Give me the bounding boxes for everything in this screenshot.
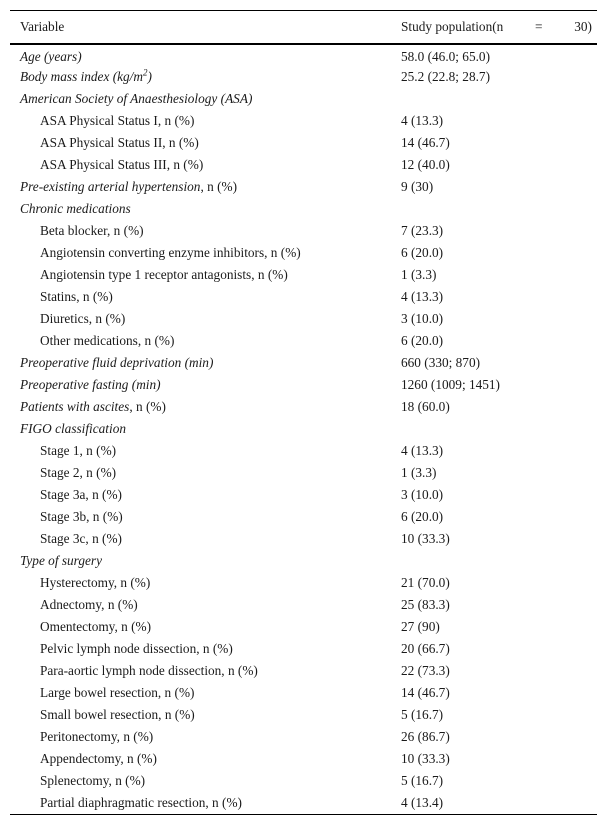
table-row [10, 418, 597, 440]
table-row [10, 242, 597, 264]
row-sub-label [10, 330, 401, 352]
table-header-row [10, 11, 597, 45]
row-value: 1 (3.3) [401, 465, 437, 480]
row-label-text: Splenectomy, n (%) [40, 773, 146, 788]
row-sub-label [10, 220, 401, 242]
row-category-label [10, 44, 401, 66]
row-sub-label [10, 264, 401, 286]
row-label-italic: Type of surgery [20, 553, 102, 568]
table-row [10, 506, 597, 528]
table-row [10, 792, 597, 814]
row-label-text: Angiotensin converting enzyme inhibitors, n (%) [40, 245, 301, 260]
table-row [10, 770, 597, 792]
row-label-text: Peritonectomy, n (%) [40, 729, 154, 744]
row-value: 10 (33.3) [401, 531, 450, 546]
row-value: 3 (10.0) [401, 311, 444, 326]
table-row [10, 550, 597, 572]
row-label-rest: , n (%) [129, 399, 166, 414]
row-label-text: Statins, n (%) [40, 289, 113, 304]
row-sub-label [10, 506, 401, 528]
row-value: 6 (20.0) [401, 245, 444, 260]
row-value: 6 (20.0) [401, 333, 444, 348]
row-label-italic: Preoperative fluid deprivation (min) [20, 355, 214, 370]
table-row [10, 220, 597, 242]
row-category-label [10, 550, 401, 572]
row-value: 4 (13.3) [401, 443, 444, 458]
table-row [10, 330, 597, 352]
table-row [10, 44, 597, 66]
row-label-text: Diuretics, n (%) [40, 311, 126, 326]
row-sub-label [10, 682, 401, 704]
row-value: 18 (60.0) [401, 399, 450, 414]
header-variable: Variable [20, 19, 65, 34]
row-value: 1 (3.3) [401, 267, 437, 282]
table-row [10, 352, 597, 374]
row-sub-label [10, 726, 401, 748]
table-row [10, 110, 597, 132]
row-category-label [10, 352, 401, 374]
row-category-label [10, 176, 401, 198]
row-label-italic: Preoperative fasting (min) [20, 377, 161, 392]
row-value: 6 (20.0) [401, 509, 444, 524]
row-value: 26 (86.7) [401, 729, 450, 744]
row-label-text: Omentectomy, n (%) [40, 619, 152, 634]
row-sub-label [10, 770, 401, 792]
table-row [10, 484, 597, 506]
row-value: 3 (10.0) [401, 487, 444, 502]
row-label-text: Small bowel resection, n (%) [40, 707, 195, 722]
row-value: 25.2 (22.8; 28.7) [401, 69, 491, 84]
row-value: 22 (73.3) [401, 663, 450, 678]
row-label-text: Stage 3a, n (%) [40, 487, 122, 502]
row-value: 9 (30) [401, 179, 434, 194]
table-row [10, 198, 597, 220]
row-value: 14 (46.7) [401, 135, 450, 150]
row-value: 4 (13.4) [401, 794, 444, 810]
row-category-label [10, 374, 401, 396]
table-row [10, 528, 597, 550]
row-value [401, 88, 597, 110]
row-value: 1260 (1009; 1451) [401, 377, 500, 392]
row-value: 58.0 (46.0; 65.0) [401, 48, 491, 64]
header-equals-sign: = [535, 19, 543, 34]
row-sub-label [10, 572, 401, 594]
table-row [10, 726, 597, 748]
row-value: 5 (16.7) [401, 773, 444, 788]
study-population-table [10, 10, 597, 815]
table-row [10, 374, 597, 396]
row-category-label [10, 198, 401, 220]
row-sub-label [10, 154, 401, 176]
row-category-label [10, 396, 401, 418]
row-label-italic: Pre-existing arterial hypertension [20, 179, 201, 194]
row-sub-label [10, 286, 401, 308]
row-sub-label [10, 242, 401, 264]
row-label-text: Large bowel resection, n (%) [40, 685, 195, 700]
row-label-rest: , n (%) [200, 179, 238, 194]
row-value: 27 (90) [401, 619, 440, 634]
table-body [10, 44, 597, 814]
row-sub-label [10, 528, 401, 550]
row-label-italic: Patients with ascites [20, 399, 130, 414]
row-value: 25 (83.3) [401, 597, 450, 612]
row-value: 20 (66.7) [401, 641, 450, 656]
header-study-population-label: Study population(n [401, 19, 504, 34]
table-row [10, 572, 597, 594]
row-sub-label [10, 748, 401, 770]
table-row [10, 594, 597, 616]
row-label-tail: ) [147, 69, 152, 84]
row-label-italic: American Society of Anaesthesiology (ASA) [20, 91, 253, 106]
row-label-text: Adnectomy, n (%) [40, 597, 138, 612]
row-label-text: ASA Physical Status I, n (%) [40, 113, 195, 128]
row-value [401, 418, 597, 440]
row-label-text: Partial diaphragmatic resection, n (%) [40, 794, 242, 810]
row-value: 10 (33.3) [401, 751, 450, 766]
table-row [10, 616, 597, 638]
row-label-text: Appendectomy, n (%) [40, 751, 157, 766]
row-label-text: ASA Physical Status II, n (%) [40, 135, 199, 150]
row-label-text: Stage 2, n (%) [40, 465, 117, 480]
table-row [10, 638, 597, 660]
row-sub-label [10, 110, 401, 132]
row-sub-label [10, 462, 401, 484]
row-sub-label [10, 484, 401, 506]
row-label-italic: Body mass index (kg/m [20, 69, 143, 84]
row-value: 4 (13.3) [401, 113, 444, 128]
row-category-label [10, 88, 401, 110]
row-value: 4 (13.3) [401, 289, 444, 304]
table-row [10, 704, 597, 726]
table-row [10, 682, 597, 704]
row-sub-label [10, 792, 401, 814]
row-label-text: ASA Physical Status III, n (%) [40, 157, 204, 172]
table-row [10, 66, 597, 88]
table-row [10, 154, 597, 176]
row-label-italic: FIGO classification [20, 421, 126, 436]
row-sub-label [10, 638, 401, 660]
row-sub-label [10, 616, 401, 638]
row-value [401, 198, 597, 220]
row-label-text: Stage 3b, n (%) [40, 509, 123, 524]
row-value: 5 (16.7) [401, 707, 444, 722]
row-value: 660 (330; 870) [401, 355, 481, 370]
table-row [10, 748, 597, 770]
table-row [10, 440, 597, 462]
row-sub-label [10, 704, 401, 726]
row-sub-label [10, 660, 401, 682]
table-row [10, 462, 597, 484]
row-sub-label [10, 308, 401, 330]
row-sub-label [10, 594, 401, 616]
row-label-superscript: 2 [142, 67, 148, 78]
row-label-text: Beta blocker, n (%) [40, 223, 144, 238]
row-label-text: Angiotensin type 1 receptor antagonists, n (%) [40, 267, 288, 282]
table-row [10, 660, 597, 682]
table-row [10, 396, 597, 418]
row-sub-label [10, 440, 401, 462]
table-row [10, 308, 597, 330]
row-value: 14 (46.7) [401, 685, 450, 700]
row-label-text: Stage 1, n (%) [40, 443, 117, 458]
header-n-value: 30) [574, 19, 592, 34]
row-label-text: Other medications, n (%) [40, 333, 175, 348]
header-study-population [401, 11, 597, 45]
table-row [10, 132, 597, 154]
table-row [10, 286, 597, 308]
row-category-label [10, 418, 401, 440]
study-population-table-container [10, 10, 597, 815]
row-value: 12 (40.0) [401, 157, 450, 172]
row-label-text: Hysterectomy, n (%) [40, 575, 151, 590]
row-label-italic: Chronic medications [20, 201, 131, 216]
row-value [401, 550, 597, 572]
row-value: 21 (70.0) [401, 575, 450, 590]
row-category-label [10, 66, 401, 88]
row-sub-label [10, 132, 401, 154]
table-row [10, 88, 597, 110]
row-label-text: Pelvic lymph node dissection, n (%) [40, 641, 233, 656]
table-row [10, 176, 597, 198]
table-row [10, 264, 597, 286]
row-value: 7 (23.3) [401, 223, 444, 238]
row-label-text: Stage 3c, n (%) [40, 531, 122, 546]
row-label-italic: Age (years) [20, 48, 82, 64]
row-label-text: Para-aortic lymph node dissection, n (%) [40, 663, 258, 678]
